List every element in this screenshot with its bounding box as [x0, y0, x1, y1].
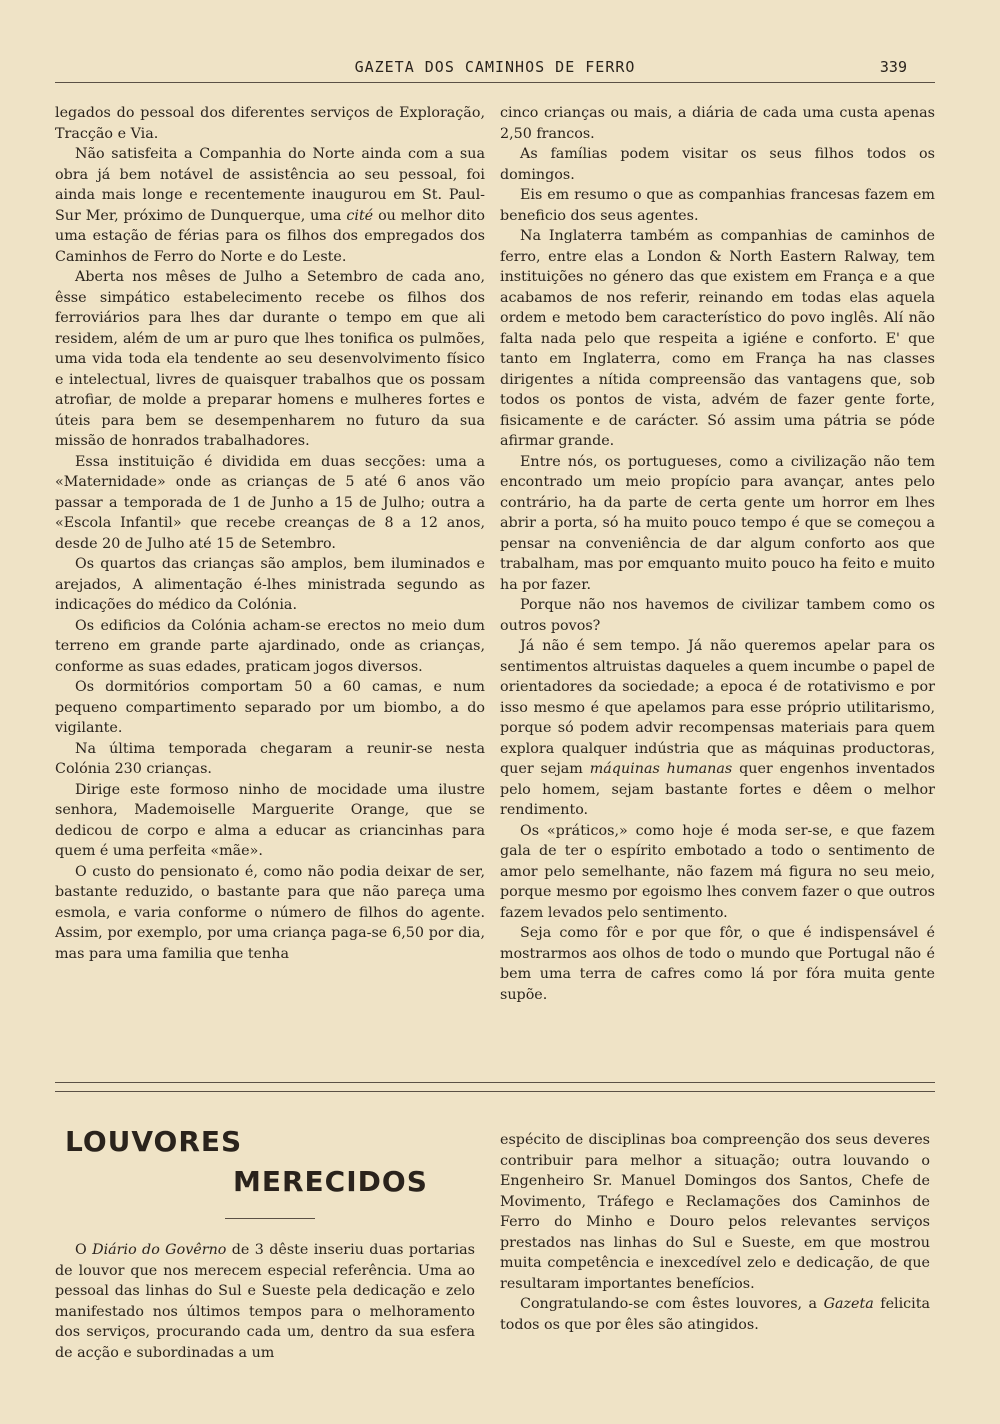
section-divider [55, 1082, 935, 1092]
section-title-line-2: MERECIDOS [233, 1165, 428, 1198]
title-underline [225, 1218, 315, 1219]
paragraph: Os quartos das crianças são amplos, bem iluminados e arejados, A alimentação é-lhes ministrada segundo as indicações do médico da Colónia. [55, 556, 485, 613]
paragraph: Na última temporada chegaram a reunir-se nesta Colónia 230 crianças. [55, 740, 485, 777]
paragraph: Os edificios da Colónia acham-se erectos no meio dum terreno em grande parte ajardinado, onde as crianças, conforme as suas edades, praticam jogos diversos. [55, 617, 485, 675]
running-header [55, 58, 935, 83]
page-number: 339 [879, 58, 907, 76]
paragraph: Os «práticos,» como hoje é moda ser-se, e que fazem gala de ter o espírito embotado a todo o sentimento de amor pelo semelhante, não fazem má figura no seu meio, porque mesmo por egoismo lhes convem fazer o que outros fazem levados pelo sentimento. [500, 822, 935, 921]
section-title-line-1: LOUVORES [65, 1125, 243, 1158]
paragraph: Não satisfeita a Companhia do Norte ainda com a sua obra já bem notável de assistência ao seu pessoal, foi ainda mais longe e recentemente inaugurou em St. Paul-Sur Mer, próximo de Dunquerque, uma cité ou melhor dito uma estação de férias para os filhos dos empregados dos Caminhos de Ferro do Norte e do Leste. [55, 146, 485, 265]
paragraph: O custo do pensionato é, como não podia deixar de ser, bastante reduzido, o bastante para que não pareça uma esmola, e varia conforme o número de filhos do agente. Assim, por exemplo, por uma criança paga-se 6,50 por dia, mas para uma familia que tenha [55, 863, 485, 962]
paragraph: Porque não nos havemos de civilizar tambem como os outros povos? [500, 597, 935, 634]
paragraph: espécito de disciplinas boa compreenção dos seus deveres contribuir para melhor a situação; outra louvando o Engenheiro Sr. Manuel Domingos dos Santos, Chefe de Movimento, Tráfego e Reclamações dos Caminhos de Ferro do Minho e Douro pelos relevantes serviços prestados nas linhas do Sul e Sueste, em que mostrou muita competência e inexcedível zelo e dedicação, de que resultaram importantes benefícios. [500, 1132, 930, 1292]
paragraph: Os dormitórios comportam 50 a 60 camas, e num pequeno compartimento separado por um biombo, a do vigilante. [55, 679, 485, 736]
paragraph: Entre nós, os portugueses, como a civilização não tem encontrado um meio propício para avançar, antes pelo contrário, ha da parte de certa gente um horror em lhes abrir a porta, só ha muito pouco tempo é que se começou a pensar na conveniência de dar algum conforto aos que trabalham, mas por emquanto muito pouco ha feito e muito ha por fazer. [500, 453, 935, 593]
paragraph: As famílias podem visitar os seus filhos todos os domingos. [500, 146, 935, 183]
paragraph: Aberta nos mêses de Julho a Setembro de cada ano, êsse simpático estabelecimento recebe os filhos dos ferroviários para lhes dar durante o tempo em que ali residem, além de um ar puro que lhes tonifica os pulmões, uma vida toda ela tendente ao seu desenvolvimento físico e intelectual, livres de quaisquer trabalhos que os possam atrofiar, de molde a preparar homens e mulheres fortes e úteis para bem se desempenharem no futuro da sua missão de honrados trabalhadores. [55, 269, 485, 449]
journal-title: GAZETA DOS CAMINHOS DE FERRO [354, 58, 636, 76]
paragraph: Na Inglaterra também as companhias de caminhos de ferro, entre elas a London & North Eastern Ralway, tem instituições no género das que existem em França e a que acabamos de nos referir, reinando em todas elas aquela ordem e metodo bem característico do povo inglês. Alí não falta nada pelo que respeita a igiéne e conforto. E' que tanto em Inglaterra, como em França ha nas classes dirigentes a nítida compreensão das vantagens que, sob todos os pontos de vista, advém de fazer gente forte, fisicamente e de carácter. Só assim uma pátria se póde afirmar grande. [500, 228, 935, 449]
paragraph: O Diário do Govêrno de 3 dêste inseriu duas portarias de louvor que nos merecem especial referência. Uma ao pessoal das linhas do Sul e Sueste pela dedicação e zelo manifestado nos últimos tempos para o melhoramento dos serviços, procurando cada um, dentro da sua esfera de acção e subordinadas a um [55, 1242, 475, 1361]
paragraph: Seja como fôr e por que fôr, o que é indispensável é mostrarmos aos olhos de todo o mundo que Portugal não é bem uma terra de cafres como lá por fóra muita gente supõe. [500, 925, 935, 1003]
article-column-1 [55, 103, 485, 1053]
paragraph: cinco crianças ou mais, a diária de cada uma custa apenas 2,50 francos. [500, 105, 935, 142]
section-column-1 [55, 1240, 475, 1370]
article-column-2 [500, 103, 935, 1053]
paragraph: Eis em resumo o que as companhias francesas fazem em beneficio dos seus agentes. [500, 187, 935, 224]
section-title [55, 1125, 475, 1215]
paragraph: legados do pessoal dos diferentes serviços de Exploração, Tracção e Via. [55, 105, 485, 142]
paragraph: Essa instituição é dividida em duas secções: uma a «Maternidade» onde as crianças de 5 até 6 anos vão passar a temporada de 1 de Junho a 15 de Julho; outra a «Escola Infantil» que recebe creanças de 8 a 12 anos, desde 20 de Julho até 15 de Setembro. [55, 453, 485, 552]
paragraph: Dirige este formoso ninho de mocidade uma ilustre senhora, Mademoiselle Marguerite Orange, que se dedicou de corpo e alma a educar as criancinhas para quem é uma perfeita «mãe». [55, 781, 485, 859]
paragraph: Congratulando-se com êstes louvores, a Gazeta felicita todos os que por êles são atingidos. [500, 1296, 930, 1333]
paragraph: Já não é sem tempo. Já não queremos apelar para os sentimentos altruistas daqueles a quem incumbe o papel de orientadores da sociedade; a epoca é de rotativismo e por isso mesmo é que apelamos para esse próprio utilitarismo, porque só podem advir recompensas materiais para quem explora qualquer indústria que as máquinas productoras, quer sejam máquinas humanas quer engenhos inventados pelo homem, sejam bastante fortes e dêem o melhor rendimento. [500, 638, 935, 818]
section-column-2 [500, 1130, 930, 1370]
